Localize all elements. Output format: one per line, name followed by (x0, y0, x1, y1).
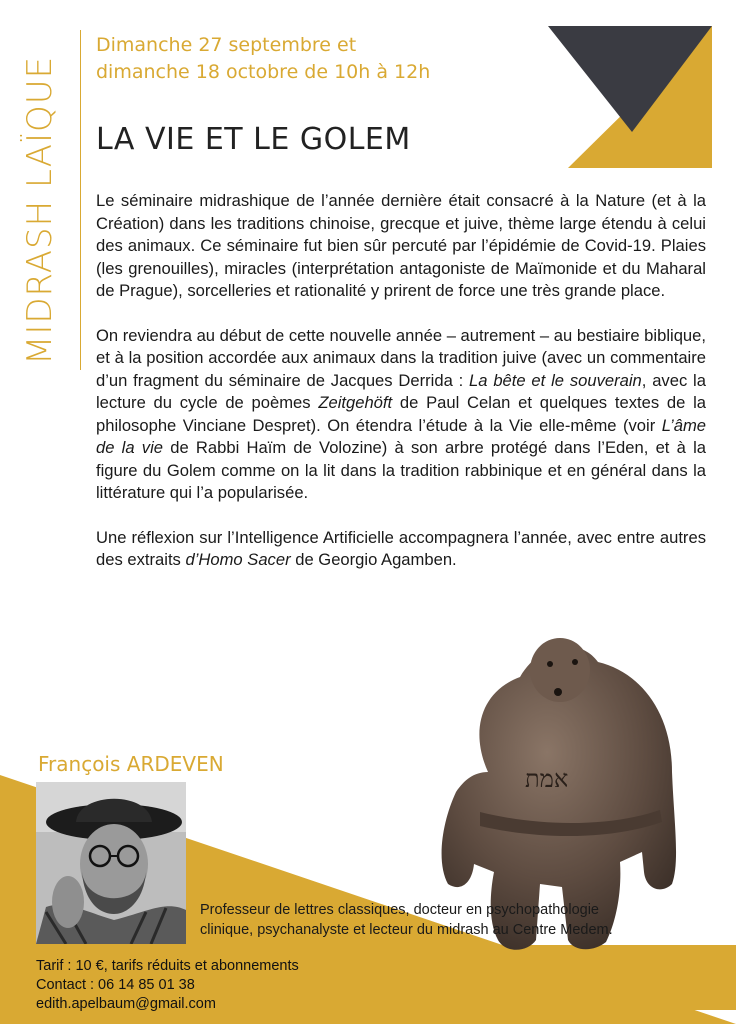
dates-line-1: Dimanche 27 septembre et (96, 34, 357, 56)
p2-part-a: On reviendra au début de cette nouvelle année – autrement – au bestiaire biblique, et à la position accordée aux animaux dans la tradition juive (avec un commentaire d’un fragment du séminaire de Jacques Derrida : (96, 325, 706, 390)
p3-title-homo-sacer: d’Homo Sacer (185, 550, 291, 569)
p2-title-zeitgehoft: Zeitgehöft (318, 393, 393, 412)
contact-email[interactable]: edith.apelbaum@gmail.com (36, 996, 216, 1012)
vertical-rule (80, 30, 81, 370)
bio-line-2: clinique, psychanalyste et lecteur du midrash au Centre Medem. (200, 922, 613, 938)
p2-title-bete: La bête et le souverain (469, 370, 642, 390)
paragraph-3 (96, 527, 706, 572)
page-title: LA VIE ET LE GOLEM (96, 122, 411, 157)
pricing-contact (36, 957, 436, 1014)
contact-phone: Contact : 06 14 85 01 38 (36, 977, 195, 993)
golem-inscription: אמת (525, 765, 569, 793)
p2-part-g: de Rabbi Haïm de Volozine) à son arbre protégé dans l’Eden, et à la figure du Golem comme on la lit dans la tradition rabbinique et en général dans la littérature qui l’a popularisée. (96, 438, 706, 502)
p3-part-a: Une réflexion sur l’Intelligence Artificielle accompagnera l’année, avec entre autres des extraits (96, 527, 706, 569)
tarif-line: Tarif : 10 €, tarifs réduits et abonnements (36, 958, 299, 974)
p2-title-ame: L’âme de la vie (96, 415, 706, 457)
speaker-photo (36, 782, 186, 944)
speaker-portrait-image (36, 782, 186, 944)
speaker-bio (200, 900, 700, 940)
speaker-name: François ARDEVEN (38, 752, 224, 776)
paragraph-1: Le séminaire midrashique de l’année dernière était consacré à la Nature (et à la Création) dans les traditions chinoise, grecque et juive, thème large étendu à celui des animaux. Ce séminaire fut bien sûr percuté par l’épidémie de Covid-19. Plaies (les grenouilles), miracles (interprétation antagoniste de Maïmonide et du Maharal de Prague), sorcelleries et rationalité y prirent de force une très grande place. (96, 191, 706, 300)
paragraph-2 (96, 325, 706, 505)
dates-line-2: dimanche 18 octobre de 10h à 12h (96, 61, 431, 83)
vertical-title: MIDRASH LAÏQUE (20, 55, 60, 365)
body-text (96, 190, 706, 594)
p3-part-c: de Georgio Agamben. (290, 550, 457, 569)
bio-line-1: Professeur de lettres classiques, docteur en psychopathologie (200, 902, 599, 918)
event-dates (96, 32, 516, 86)
p2-part-c: , avec la lecture du cycle de poèmes (96, 370, 706, 412)
p2-part-e: de Paul Celan et quelques textes de la philosophe Vinciane Despret). On étendra l’étude à la Vie elle-même (voir (96, 393, 706, 435)
